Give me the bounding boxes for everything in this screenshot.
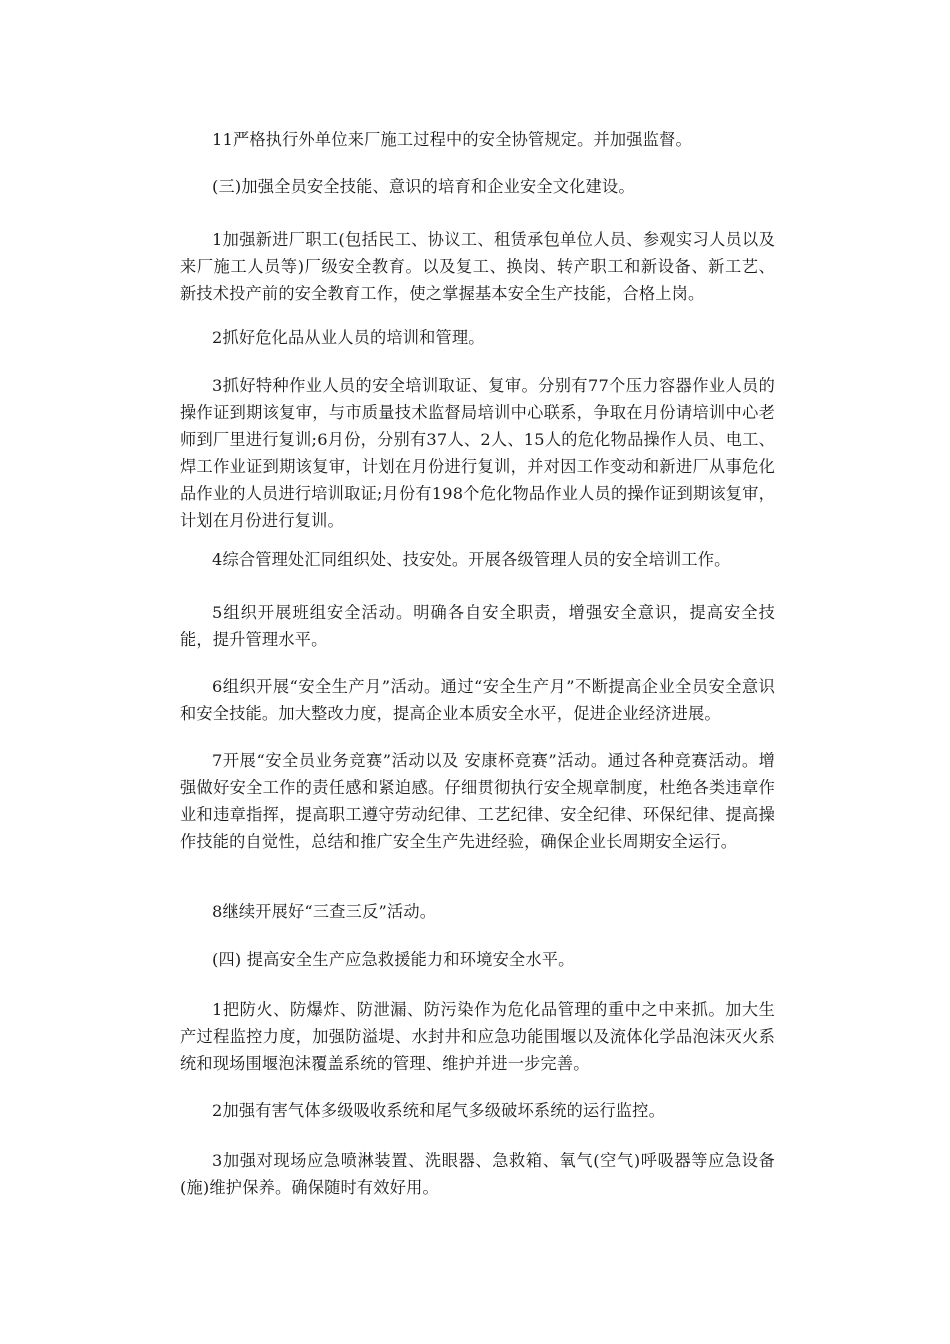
paragraph-item-11: 11严格执行外单位来厂施工过程中的安全协管规定。并加强监督。 (212, 130, 692, 149)
paragraph-item-2: 2抓好危化品从业人员的培训和管理。 (212, 328, 485, 347)
paragraph-item-4: 4综合管理处汇同组织处、技安处。开展各级管理人员的安全培训工作。 (212, 550, 731, 569)
paragraph-item-5: 5组织开展班组安全活动。明确各自安全职责，增强安全意识，提高安全技能，提升管理水平。 (180, 603, 775, 649)
paragraph-item-1-b: 1把防火、防爆炸、防泄漏、防污染作为危化品管理的重中之中来抓。加大生产过程监控力度，加强防溢堤、水封井和应急功能围堰以及流体化学品泡沫灭火系统和现场围堰泡沫覆盖系统的管理、维护并进一步完善。 (180, 1000, 775, 1073)
paragraph-item-8: 8继续开展好“三查三反”活动。 (212, 902, 437, 921)
paragraph-item-6: 6组织开展“安全生产月”活动。通过“安全生产月”不断提高企业全员安全意识和安全技能。加大整改力度，提高企业本质安全水平，促进企业经济进展。 (180, 677, 775, 723)
paragraph-item-3: 3抓好特种作业人员的安全培训取证、复审。分别有77个压力容器作业人员的操作证到期该复审，与市质量技术监督局培训中心联系，争取在月份请培训中心老师到厂里进行复训;6月份，分别有37人、2人、15人的危化物品操作人员、电工、焊工作业证到期该复审，计划在月份进行复训，并对因工作变动和新进厂从事危化品作业的人员进行培训取证;月份有198个危化物品作业人员的操作证到期该复审，计划在月份进行复训。 (180, 376, 775, 530)
section-heading-4: (四) 提高安全生产应急救援能力和环境安全水平。 (212, 950, 575, 969)
paragraph-item-3-b: 3加强对现场应急喷淋装置、洗眼器、急救箱、氧气(空气)呼吸器等应急设备(施)维护保养。确保随时有效好用。 (180, 1151, 775, 1197)
paragraph-item-2-b: 2加强有害气体多级吸收系统和尾气多级破坏系统的运行监控。 (212, 1101, 665, 1120)
paragraph-item-1: 1加强新进厂职工(包括民工、协议工、租赁承包单位人员、参观实习人员以及来厂施工人员等)厂级安全教育。以及复工、换岗、转产职工和新设备、新工艺、新技术投产前的安全教育工作，使之掌握基本安全生产技能，合格上岗。 (180, 230, 775, 303)
paragraph-item-7: 7开展“安全员业务竞赛”活动以及 安康杯竞赛”活动。通过各种竞赛活动。增强做好安全工作的责任感和紧迫感。仔细贯彻执行安全规章制度，杜绝各类违章作业和违章指挥，提高职工遵守劳动纪律、工艺纪律、安全纪律、环保纪律、提高操作技能的自觉性，总结和推广安全生产先进经验，确保企业长周期安全运行。 (180, 751, 775, 851)
section-heading-3: (三)加强全员安全技能、意识的培育和企业安全文化建设。 (212, 177, 635, 196)
